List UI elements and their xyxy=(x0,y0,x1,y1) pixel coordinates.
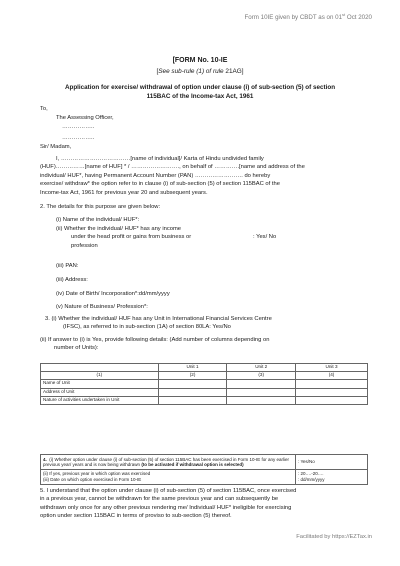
item-2-nature: (v) Nature of Business/ Profession*: xyxy=(56,304,148,310)
footer-link[interactable]: EZTax.in xyxy=(349,534,372,540)
item-2-i: (i) Name of the individual/ HUF*: xyxy=(56,217,140,223)
item-2-dob: (iv) Date of Birth/ Incorporation*:dd/mm/yyyy xyxy=(56,291,170,297)
table-row xyxy=(41,380,368,388)
item-4-question: 4. (i) Whether option under clause (i) of sub-section (5) of section 115BAC has been exercised in Form 10-IE for any earlier previous year/ years and is now being withdrawn (to be activated if withdrawal option is selected) xyxy=(41,455,296,470)
table-cell: (3) xyxy=(227,372,296,380)
option-table xyxy=(40,454,368,485)
table-row xyxy=(41,469,368,484)
table-cell xyxy=(296,380,368,388)
table-row xyxy=(41,455,368,470)
table-cell: (1) xyxy=(41,372,159,380)
table-cell xyxy=(296,396,368,404)
units-table xyxy=(40,363,368,405)
table-row xyxy=(41,364,368,372)
table-cell: (2) xyxy=(158,372,227,380)
item-4-ii-answers: : 20….-20…. : dd/mm/yyyy xyxy=(296,469,368,484)
form-number: [FORM No. 10-IE xyxy=(172,57,228,64)
item-2-heading: 2. The details for this purpose are given below: xyxy=(40,204,161,210)
item-2-ii-answer: : Yes/ No xyxy=(253,234,277,240)
table-row xyxy=(41,372,368,380)
item-4-ii: (ii) If yes, previous year in which option was exercised (iii) Date on which option exercised in Form 10-IE xyxy=(41,469,296,484)
table-cell xyxy=(296,388,368,396)
item-3-ii: (ii) If answer to (i) is Yes, provide following details: (Add number of columns depending on number of Units): xyxy=(40,337,270,352)
table-row xyxy=(41,396,368,404)
page-footer: Facilitated by https://EZTax.in xyxy=(296,534,372,540)
table-row-label: Address of Unit xyxy=(41,388,159,396)
sub-rule-reference: [See sub-rule (1) of rule 21AG] xyxy=(156,68,244,75)
declaration-paragraph: I, ………………………………[name of individual]/ Karta of Hindu undivided family (HUF)……………[name of HUF] * / ……………………., on behalf of ………….[name and address of the individual/ HUF*, having Permanent Account Number (PAN) ……………………. do hereby exercise/ withdraw* the option refer to in clause (i) of sub-section (5) of section 115BAC of the Income-tax Act, 1961 for previous year 20 and subsequent years. xyxy=(40,156,305,196)
form-title: Application for exercise/ withdrawal of option under clause (i) of sub-section (5) of section 115BAC of the Income-tax Act, 1961 xyxy=(64,84,336,100)
to-label: To, xyxy=(40,106,48,112)
item-5-paragraph: 5. I understand that the option under clause (i) of sub-section (5) of section 115BAC, once exercised in a previous year, cannot be withdrawn for the same previous year and can subsequently be withdrawn only once for any other previous rendering me/ Individual/ HUF* ineligible for exercising option under section 115BAC in terms of proviso to sub-section (5) thereof. xyxy=(40,488,297,520)
item-2-pan: (iii) PAN: xyxy=(56,263,79,269)
table-cell xyxy=(227,388,296,396)
table-cell xyxy=(158,380,227,388)
address-dots-2: …………….. xyxy=(62,135,95,141)
item-4-answer: : Yes/No xyxy=(296,455,368,470)
address-dots-1: …………….. xyxy=(62,124,95,130)
table-cell xyxy=(158,388,227,396)
table-cell xyxy=(227,380,296,388)
addressee: The Assessing Officer, xyxy=(56,115,114,121)
item-3-ifsc: 3. (i) Whether the individual/ HUF has any Unit in International Financial Services Centre (IFSC), as referred to in sub-section (1A) of section 80LA: Yes/No xyxy=(45,316,272,331)
item-2-ii: (ii) Whether the individual/ HUF* has any income under the head profit or gains from business or profession xyxy=(56,226,192,249)
table-cell xyxy=(227,396,296,404)
salutation: Sir/ Madam, xyxy=(40,144,72,150)
table-row xyxy=(41,388,368,396)
table-cell: (4) xyxy=(296,372,368,380)
table-header-unit-1: Unit 1 xyxy=(158,364,227,372)
table-header-unit-3: Unit 3 xyxy=(296,364,368,372)
table-row-label: Nature of activities undertaken in Unit xyxy=(41,396,159,404)
item-2-address: (iii) Address: xyxy=(56,277,88,283)
table-header-unit-2: Unit 2 xyxy=(227,364,296,372)
table-cell xyxy=(158,396,227,404)
table-cell xyxy=(41,364,159,372)
page-header-note: Form 10IE given by CBDT as on 01st Oct 2020 xyxy=(244,12,372,22)
table-row-label: Name of Unit xyxy=(41,380,159,388)
